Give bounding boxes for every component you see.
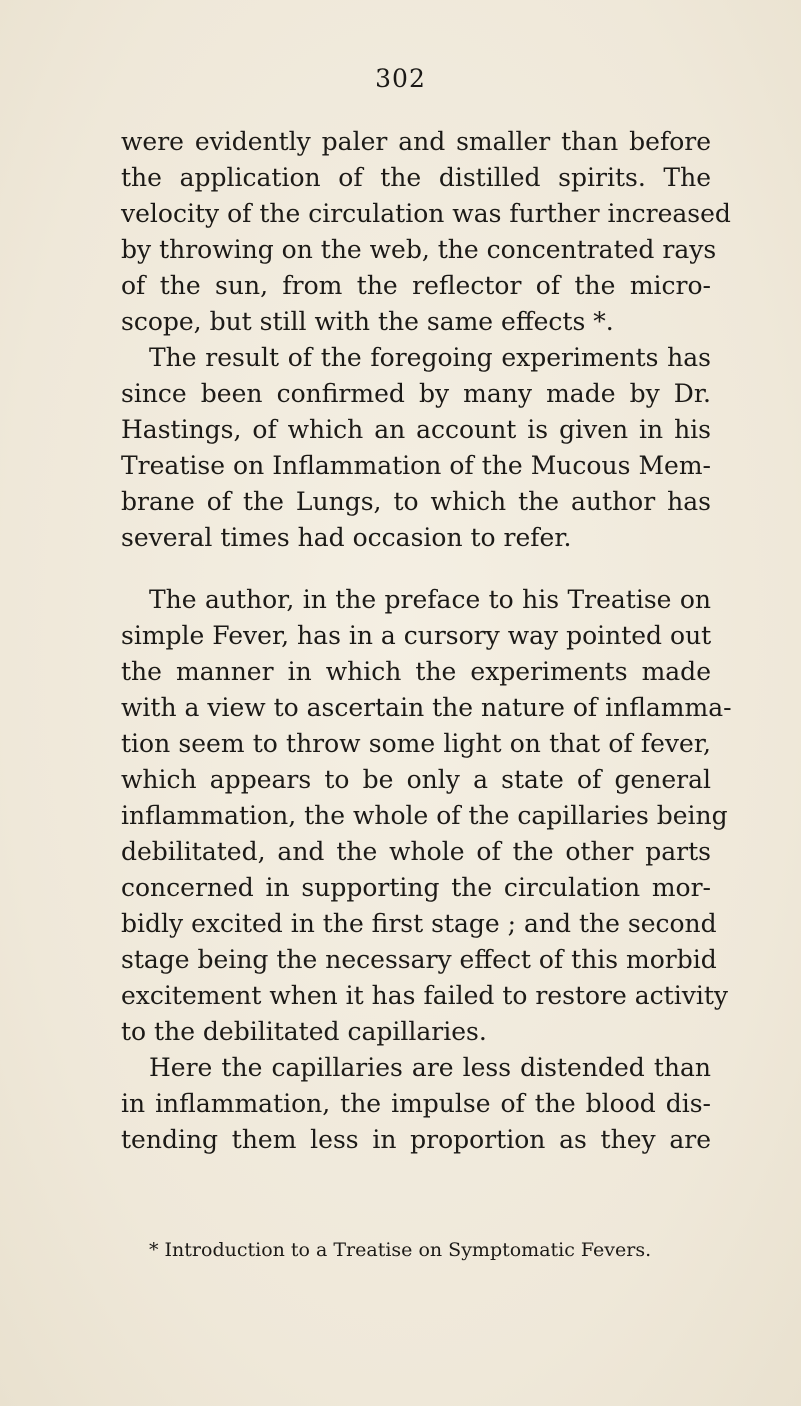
text-line: inflammation, the whole of the capillaries being: [121, 801, 728, 830]
text-line: velocity of the circulation was further increased: [121, 199, 731, 228]
text-line: were evidently paler and smaller than before: [121, 127, 711, 156]
text-line: Here the capillaries are less distended than: [149, 1053, 711, 1082]
text-line: in inflammation, the impulse of the blood dis-: [121, 1089, 711, 1118]
text-line: the manner in which the experiments made: [121, 657, 711, 686]
text-line: which appears to be only a state of general: [121, 765, 711, 794]
footnote: * Introduction to a Treatise on Symptomatic Fevers.: [149, 1239, 652, 1261]
paragraph-gap: [121, 556, 711, 582]
text-line: several times had occasion to refer.: [121, 523, 572, 552]
text-line: of the sun, from the reflector of the micro-: [121, 271, 711, 300]
text-line: Treatise on Inflammation of the Mucous Mem-: [121, 451, 711, 480]
text-line: with a view to ascertain the nature of inflamma-: [121, 693, 732, 722]
text-line: The author, in the preface to his Treatise on: [149, 585, 711, 614]
text-line: simple Fever, has in a cursory way pointed out: [121, 621, 712, 650]
text-line: scope, but still with the same effects *.: [121, 307, 614, 336]
page-number: 302: [375, 64, 426, 93]
text-line: brane of the Lungs, to which the author has: [121, 487, 711, 516]
text-line: stage being the necessary effect of this morbid: [121, 945, 717, 974]
text-line: tending them less in proportion as they are: [121, 1125, 711, 1154]
text-line: The result of the foregoing experiments has: [149, 343, 711, 372]
text-line: excitement when it has failed to restore activity: [121, 981, 728, 1010]
text-line: the application of the distilled spirits. The: [121, 163, 711, 192]
text-line: to the debilitated capillaries.: [121, 1017, 487, 1046]
body-text: [121, 124, 732, 1158]
text-line: Hastings, of which an account is given in his: [121, 415, 711, 444]
text-line: tion seem to throw some light on that of fever,: [121, 729, 711, 758]
text-line: by throwing on the web, the concentrated rays: [121, 235, 717, 264]
text-line: since been confirmed by many made by Dr.: [121, 379, 711, 408]
text-line: concerned in supporting the circulation mor-: [121, 873, 711, 902]
text-line: bidly excited in the first stage ; and the second: [121, 909, 717, 938]
text-line: debilitated, and the whole of the other parts: [121, 837, 711, 866]
